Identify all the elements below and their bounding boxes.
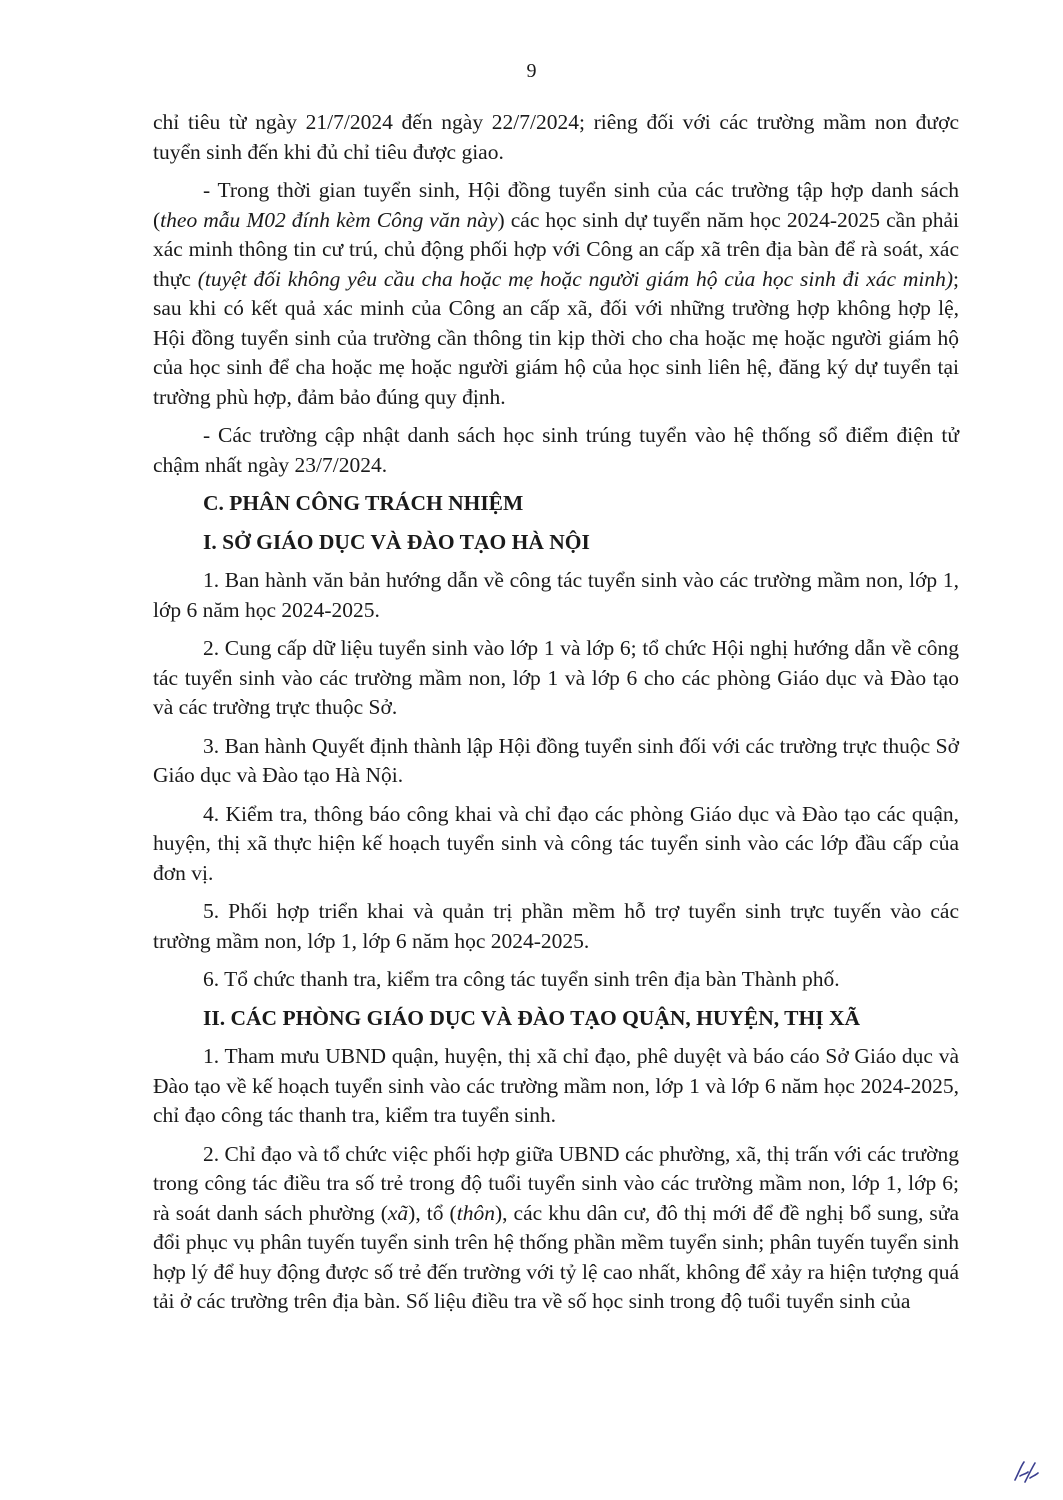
list-item-i-4: 4. Kiểm tra, thông báo công khai và chỉ đạo các phòng Giáo dục và Đào tạo các quận, huyện, thị xã thực hiện kế hoạch tuyển sinh và công tác tuyển sinh vào các lớp đầu cấp của đơn vị.	[153, 801, 959, 885]
heading-section-i: I. SỞ GIÁO DỤC VÀ ĐÀO TẠO HÀ NỘI	[203, 529, 590, 554]
heading-section-c: C. PHÂN CÔNG TRÁCH NHIỆM	[203, 491, 524, 515]
text-run: ), tổ (	[408, 1200, 457, 1225]
list-item-i-6: 6. Tổ chức thanh tra, kiểm tra công tác tuyển sinh trên địa bàn Thành phố.	[203, 967, 840, 991]
list-item-i-5: 5. Phối hợp triển khai và quản trị phần mềm hỗ trợ tuyển sinh trực tuyến vào các trường mầm non, lớp 1, lớp 6 năm học 2024-2025.	[153, 899, 959, 953]
paragraph-update-list: - Các trường cập nhật danh sách học sinh trúng tuyển vào hệ thống sổ điểm điện tử chậm nhất ngày 23/7/2024.	[153, 423, 959, 477]
list-item-ii-1: 1. Tham mưu UBND quận, huyện, thị xã chỉ đạo, phê duyệt và báo cáo Sở Giáo dục và Đào tạo về kế hoạch tuyển sinh vào các trường mầm non, lớp 1 và lớp 6 năm học 2024-2025, chỉ đạo công tác thanh tra, kiểm tra tuyển sinh.	[153, 1044, 959, 1127]
italic-run: theo mẫu M02 đính kèm Công văn này	[160, 207, 498, 232]
heading-section-ii: II. CÁC PHÒNG GIÁO DỤC VÀ ĐÀO TẠO QUẬN, HUYỆN, THỊ XÃ	[203, 1005, 860, 1030]
list-item-i-2: 2. Cung cấp dữ liệu tuyển sinh vào lớp 1 và lớp 6; tổ chức Hội nghị hướng dẫn về công tác tuyển sinh vào các trường mầm non, lớp 1 và lớp 6 cho các phòng Giáo dục và Đào tạo và các trường trực thuộc Sở.	[153, 636, 959, 719]
text-run: ), các khu dân cư, đô thị mới để đề nghị bổ sung, sửa đổi phục vụ phân tuyến tuyển sinh trên hệ thống phần mềm tuyển sinh; phân tuyến tuyển sinh hợp lý để huy động được số trẻ đến trường với tỷ lệ cao nhất, không để xảy ra hiện tượng quá tải ở các trường trên địa bàn. Số liệu điều tra về số học sinh trong độ tuổi tuyển sinh của	[153, 1200, 959, 1313]
text-run: - Trong thời gian tuyển sinh, Hội đồng tuyển sinh của các trường tập hợp danh sách (	[153, 178, 959, 232]
document-body	[153, 108, 959, 1326]
text-run: 2. Chỉ đạo và tổ chức việc phối hợp giữa UBND các phường, xã, thị trấn với các trường trong công tác điều tra số trẻ trong độ tuổi tuyển sinh vào các trường mầm non, lớp 1, lớp 6; rà soát danh sách phường (	[153, 1141, 959, 1225]
paragraph-continuation: chỉ tiêu từ ngày 21/7/2024 đến ngày 22/7/2024; riêng đối với các trường mầm non được tuyển sinh đến khi đủ chỉ tiêu được giao.	[153, 110, 959, 164]
text-run: ; sau khi có kết quả xác minh của Công an cấp xã, đối với những trường hợp không hợp lệ, Hội đồng tuyển sinh của trường cần thông tin kịp thời cho cha hoặc mẹ hoặc người giám hộ của học sinh để cha hoặc mẹ hoặc người giám hộ của học sinh liên hệ, đăng ký dự tuyển tại trường phù hợp, đảm bảo đúng quy định.	[153, 266, 960, 409]
list-item-i-3: 3. Ban hành Quyết định thành lập Hội đồng tuyển sinh đối với các trường trực thuộc Sở Giáo dục và Đào tạo Hà Nội.	[153, 733, 959, 787]
text-run: ) các học sinh dự tuyển năm học 2024-2025 cần phải xác minh thông tin cư trú, chủ động phối hợp với Công an cấp xã trên địa bàn để rà soát, xác thực	[153, 207, 959, 291]
italic-run: thôn	[456, 1200, 495, 1225]
handwritten-initials	[1011, 1458, 1041, 1486]
paragraph-verification	[153, 176, 959, 412]
italic-run: (tuyệt đối không yêu cầu cha hoặc mẹ hoặc người giám hộ của học sinh đi xác minh)	[197, 266, 954, 291]
italic-run: xã	[387, 1200, 409, 1225]
list-item-ii-2	[153, 1140, 959, 1317]
list-item-i-1: 1. Ban hành văn bản hướng dẫn về công tác tuyển sinh vào các trường mầm non, lớp 1, lớp 6 năm học 2024-2025.	[153, 568, 959, 622]
page-number: 9	[526, 60, 537, 82]
